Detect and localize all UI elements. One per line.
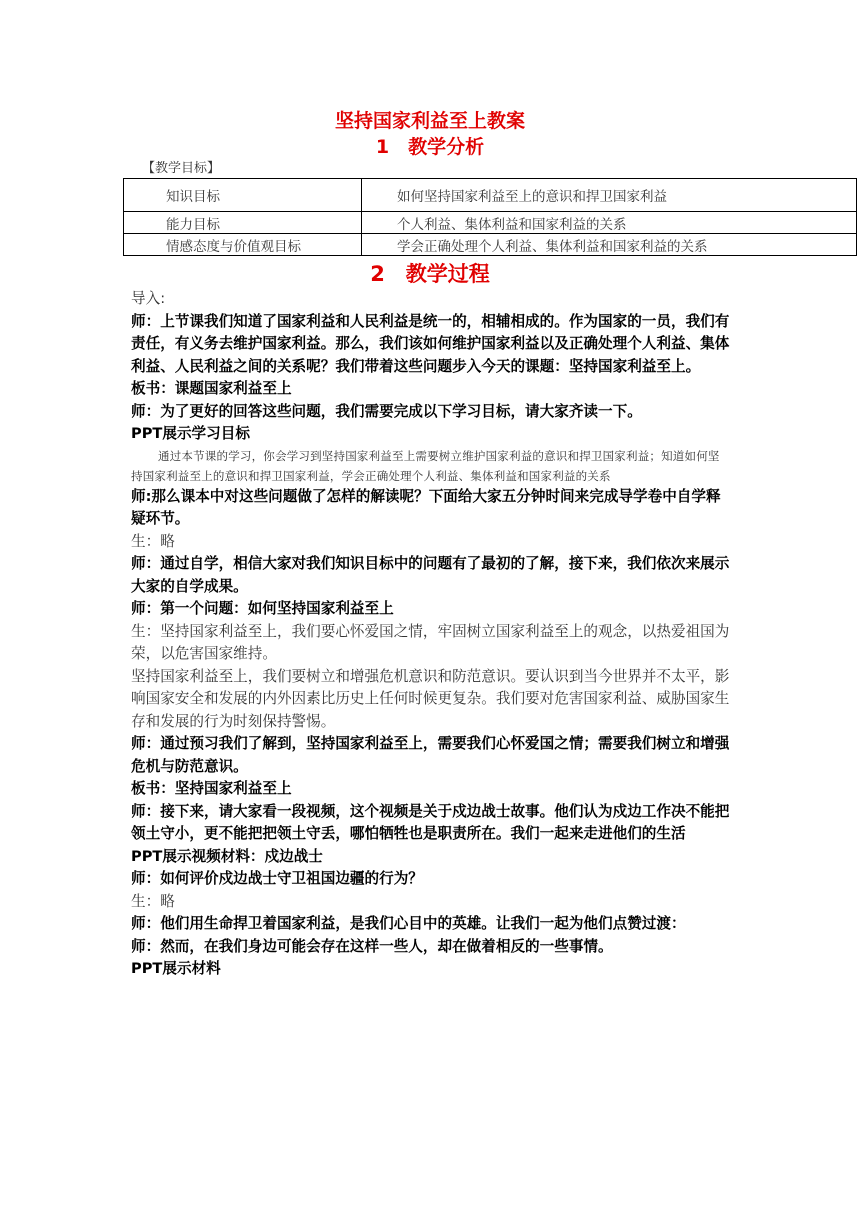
lesson-body [131,288,731,981]
paragraph: 生：略 [131,532,175,550]
goal-description: 个人利益、集体利益和国家利益的关系 [362,212,857,234]
table-row [124,212,857,234]
paragraph: 生：坚持国家利益至上，我们要心怀爱国之情，牢固树立国家利益至上的观念，以热爱祖国为荣，以危害国家维持。 [131,622,730,662]
paragraph: 坚持国家利益至上，我们要树立和增强危机意识和防范意识。要认识到当今世界并不太平，影响国家安全和发展的内外因素比历史上任何时候更复杂。我们要对危害国家利益、威胁国家生存和发展的行为时刻保持警惕。 [131,667,730,730]
goal-description: 如何坚持国家利益至上的意识和捍卫国家利益 [362,179,857,212]
paragraph: 师：通过预习我们了解到，坚持国家利益至上，需要我们心怀爱国之情；需要我们树立和增强危机与防范意识。 [131,735,730,775]
paragraph: 师：然而，在我们身边可能会存在这样一些人，却在做着相反的一些事情。 [131,937,613,955]
paragraph: PPT展示学习目标 [131,425,250,442]
goals-label: 【教学目标】 [142,161,221,176]
paragraph: 导入: [131,290,166,307]
paragraph: 师:那么课本中对这些问题做了怎样的解读呢？下面给大家五分钟时间来完成导学卷中自学释疑环节。 [131,487,721,527]
goals-table [123,178,857,256]
paragraph: 师：他们用生命捍卫着国家利益，是我们心目中的英雄。让我们一起为他们点赞过渡： [131,915,686,932]
paragraph: 师：第一个问题：如何坚持国家利益至上 [131,600,394,617]
paragraph: 生：略 [131,892,175,910]
goal-name: 情感态度与价值观目标 [124,234,362,256]
paragraph: 板书：坚持国家利益至上 [131,780,292,797]
table-row [124,234,857,256]
goal-description: 学会正确处理个人利益、集体利益和国家利益的关系 [362,234,857,256]
paragraph: 师：通过自学，相信大家对我们知识目标中的问题有了最初的了解，接下来，我们依次来展示大家的自学成果。 [131,555,730,595]
section-heading-process: 2 教学过程 [370,262,490,286]
goal-name: 知识目标 [124,179,362,212]
paragraph: PPT展示视频材料：戍边战士 [131,847,323,865]
document-title: 坚持国家利益至上教案 [334,110,525,132]
paragraph: 师：如何评价戍边战士守卫祖国边疆的行为？ [131,870,423,887]
table-row [124,179,857,212]
paragraph: 通过本节课的学习，你会学习到坚持国家利益至上需要树立维护国家利益的意识和捍卫国家利益；知道如何坚持国家利益至上的意识和捍卫国家利益，学会正确处理个人利益、集体利益和国家利益的关系 [131,448,720,483]
paragraph: 板书：课题国家利益至上 [131,380,292,397]
section-heading-analysis: 1 教学分析 [375,136,485,158]
paragraph: 师：接下来，请大家看一段视频，这个视频是关于戍边战士故事。他们认为戍边工作决不能把领土守小，更不能把把领土守丢，哪怕牺牲也是职责所在。我们一起来走进他们的生活 [131,802,730,842]
paragraph: 师：为了更好的回答这些问题，我们需要完成以下学习目标，请大家齐读一下。 [131,402,642,420]
goal-name: 能力目标 [124,212,362,234]
paragraph: 师：上节课我们知道了国家利益和人民利益是统一的，相辅相成的。作为国家的一员，我们有责任，有义务去维护国家利益。那么，我们该如何维护国家利益以及正确处理个人利益、集体利益、人民利益之间的关系呢？我们带着这些问题步入今天的课题：坚持国家利益至上。 [131,312,730,375]
paragraph: PPT展示材料 [131,960,221,977]
